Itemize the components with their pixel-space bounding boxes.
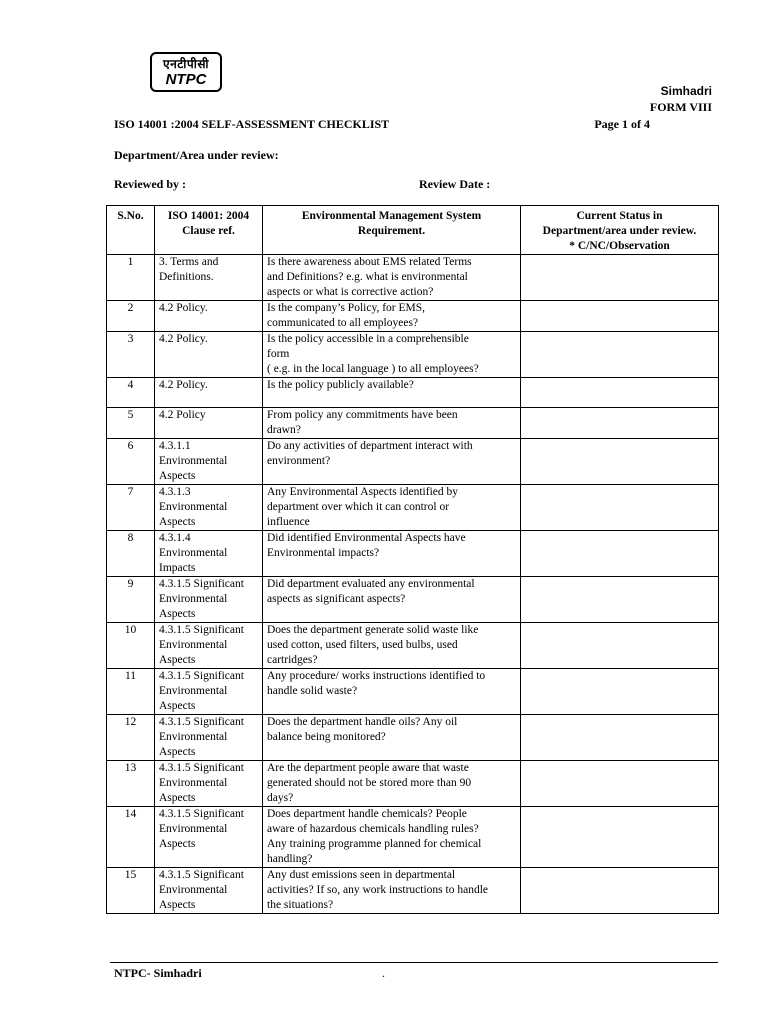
row-sno: 3 (107, 332, 155, 378)
row-clause: 3. Terms and Definitions. (155, 255, 263, 301)
reviewed-by-label: Reviewed by : (114, 177, 186, 191)
row-status[interactable] (521, 715, 719, 761)
row-clause: 4.2 Policy. (155, 332, 263, 378)
row-sno: 7 (107, 485, 155, 531)
page-number: Page 1 of 4 (594, 117, 650, 131)
table-row (107, 577, 719, 623)
row-status[interactable] (521, 868, 719, 914)
row-sno: 8 (107, 531, 155, 577)
footer-center: . (382, 966, 385, 980)
row-requirement: Are the department people aware that waste generated should not be stored more than 90 days? (263, 761, 521, 807)
row-status[interactable] (521, 807, 719, 868)
table-row (107, 332, 719, 378)
department-label: Department/Area under review: (114, 148, 279, 162)
row-status[interactable] (521, 761, 719, 807)
table-row (107, 378, 719, 408)
row-sno: 5 (107, 408, 155, 439)
footer-left: NTPC- Simhadri (114, 966, 202, 980)
row-clause: 4.3.1.5 Significant Environmental Aspects (155, 868, 263, 914)
row-clause: 4.3.1.5 Significant Environmental Aspects (155, 669, 263, 715)
row-status[interactable] (521, 332, 719, 378)
row-sno: 2 (107, 301, 155, 332)
row-clause: 4.3.1.1 Environmental Aspects (155, 439, 263, 485)
row-sno: 1 (107, 255, 155, 301)
table-row (107, 255, 719, 301)
table-header-row (107, 206, 719, 255)
table-row (107, 807, 719, 868)
header-clause: ISO 14001: 2004 Clause ref. (155, 206, 263, 255)
row-sno: 11 (107, 669, 155, 715)
form-number: FORM VIII (649, 100, 712, 114)
row-status[interactable] (521, 669, 719, 715)
row-clause: 4.3.1.5 Significant Environmental Aspects (155, 577, 263, 623)
header-status: Current Status in Department/area under review. * C/NC/Observation (521, 206, 719, 255)
table-row (107, 439, 719, 485)
row-status[interactable] (521, 623, 719, 669)
row-sno: 14 (107, 807, 155, 868)
row-requirement: Do any activities of department interact with environment? (263, 439, 521, 485)
table-row (107, 868, 719, 914)
row-requirement: Any dust emissions seen in departmental activities? If so, any work instructions to handle the situations? (263, 868, 521, 914)
table-row (107, 408, 719, 439)
row-requirement: Does the department handle oils? Any oil balance being monitored? (263, 715, 521, 761)
row-sno: 12 (107, 715, 155, 761)
row-requirement: Any Environmental Aspects identified by department over which it can control or influence (263, 485, 521, 531)
row-clause: 4.3.1.3 Environmental Aspects (155, 485, 263, 531)
row-clause: 4.2 Policy. (155, 378, 263, 408)
row-status[interactable] (521, 485, 719, 531)
site-name: Simhadri (660, 84, 712, 98)
row-requirement: Does the department generate solid waste like used cotton, used filters, used bulbs, used cartridges? (263, 623, 521, 669)
row-requirement: Did identified Environmental Aspects have Environmental impacts? (263, 531, 521, 577)
row-requirement: Is the policy accessible in a comprehensible form ( e.g. in the local language ) to all employees? (263, 332, 521, 378)
table-row (107, 669, 719, 715)
row-status[interactable] (521, 408, 719, 439)
document-title: ISO 14001 :2004 SELF-ASSESSMENT CHECKLIST (114, 117, 390, 131)
header-requirement: Environmental Management System Requirement. (263, 206, 521, 255)
table-row (107, 301, 719, 332)
table-row (107, 715, 719, 761)
footer-divider (110, 962, 718, 963)
row-requirement: Any procedure/ works instructions identified to handle solid waste? (263, 669, 521, 715)
row-requirement: From policy any commitments have been drawn? (263, 408, 521, 439)
checklist-table (106, 205, 719, 914)
row-clause: 4.3.1.4 Environmental Impacts (155, 531, 263, 577)
table-row (107, 761, 719, 807)
row-sno: 13 (107, 761, 155, 807)
row-clause: 4.3.1.5 Significant Environmental Aspects (155, 623, 263, 669)
review-date-label: Review Date : (419, 177, 491, 191)
logo-latin-text: NTPC (165, 71, 207, 88)
row-requirement: Is the policy publicly available? (263, 378, 521, 408)
row-status[interactable] (521, 577, 719, 623)
row-sno: 6 (107, 439, 155, 485)
row-status[interactable] (521, 439, 719, 485)
logo-hindi-text: एनटीपीसी (162, 57, 210, 71)
row-sno: 15 (107, 868, 155, 914)
row-status[interactable] (521, 255, 719, 301)
row-clause: 4.2 Policy. (155, 301, 263, 332)
row-sno: 9 (107, 577, 155, 623)
row-clause: 4.3.1.5 Significant Environmental Aspects (155, 807, 263, 868)
row-status[interactable] (521, 531, 719, 577)
table-row (107, 531, 719, 577)
table-row (107, 623, 719, 669)
row-requirement: Does department handle chemicals? People aware of hazardous chemicals handling rules? Any training programme planned for chemical handling? (263, 807, 521, 868)
row-clause: 4.3.1.5 Significant Environmental Aspects (155, 715, 263, 761)
header-sno: S.No. (107, 206, 155, 255)
row-requirement: Did department evaluated any environmental aspects as significant aspects? (263, 577, 521, 623)
row-sno: 4 (107, 378, 155, 408)
table-row (107, 485, 719, 531)
row-status[interactable] (521, 301, 719, 332)
row-status[interactable] (521, 378, 719, 408)
row-requirement: Is the company’s Policy, for EMS, communicated to all employees? (263, 301, 521, 332)
row-clause: 4.2 Policy (155, 408, 263, 439)
row-requirement: Is there awareness about EMS related Terms and Definitions? e.g. what is environmental aspects or what is corrective action? (263, 255, 521, 301)
ntpc-logo (150, 52, 222, 92)
row-sno: 10 (107, 623, 155, 669)
row-clause: 4.3.1.5 Significant Environmental Aspects (155, 761, 263, 807)
